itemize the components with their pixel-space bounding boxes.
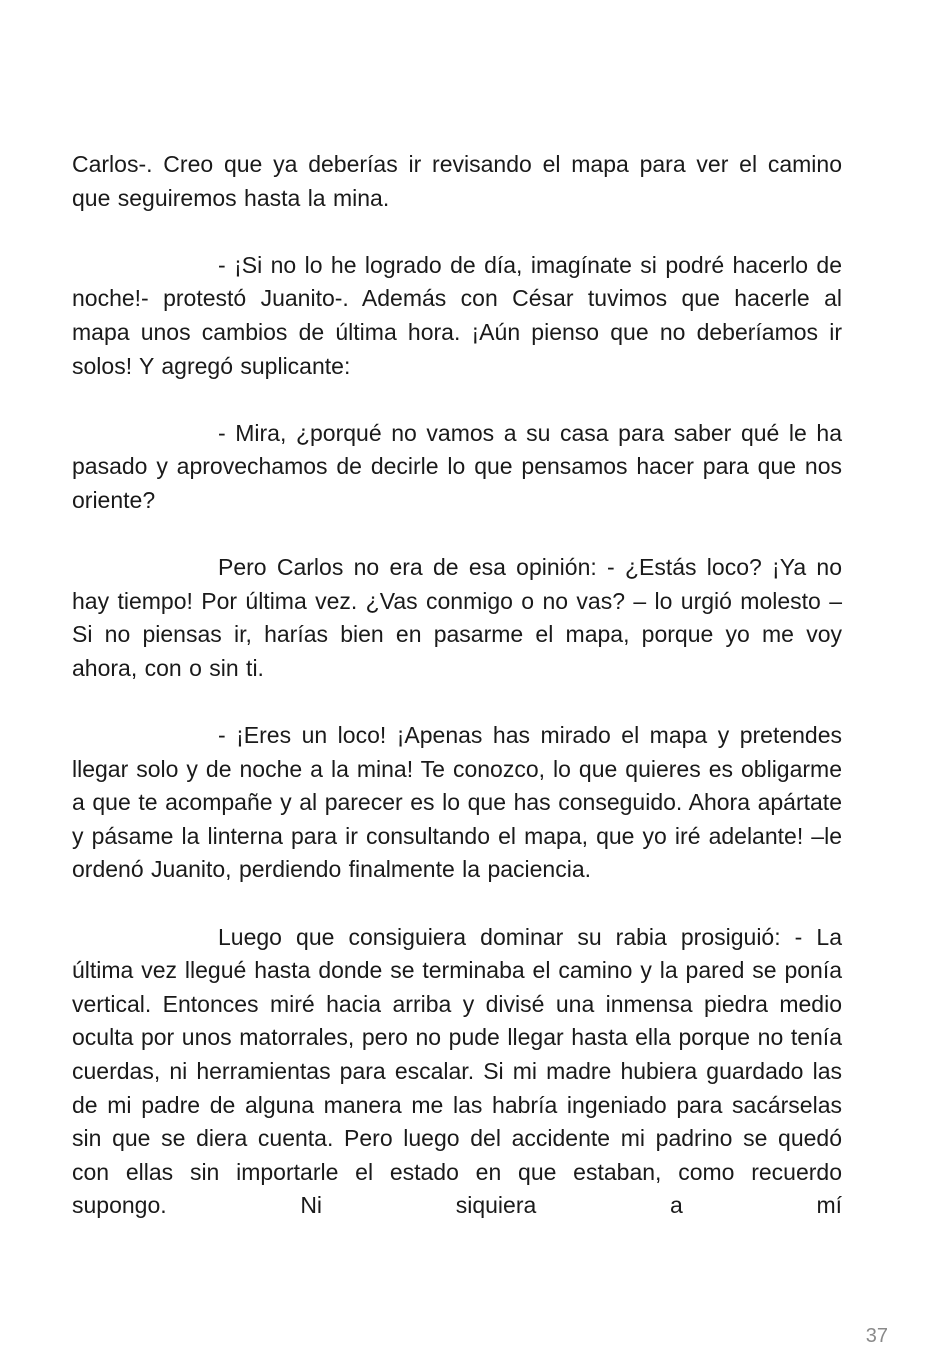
paragraph: - Mira, ¿porqué no vamos a su casa para saber qué le ha pasado y aprovechamos de decirle lo que pensamos hacer para que nos oriente? <box>72 419 842 513</box>
paragraph: Carlos-. Creo que ya deberías ir revisando el mapa para ver el camino que seguiremos hasta la mina. <box>72 151 842 211</box>
paragraph: Pero Carlos no era de esa opinión: - ¿Estás loco? ¡Ya no hay tiempo! Por última vez. ¿Vas conmigo o no vas? – lo urgió molesto – Si no piensas ir, harías bien en pasarme el mapa, porque yo me voy ahora, con o sin ti. <box>72 554 842 681</box>
paragraph: Luego que consiguiera dominar su rabia prosiguió: - La última vez llegué hasta donde se terminaba el camino y la pared se ponía vertical. Entonces miré hacia arriba y divisé una inmensa piedra medio oculta por unos matorrales, pero no pude llegar hasta ella porque no tenía cuerdas, ni herramientas para escalar. Si mi madre hubiera guardado las de mi padre de alguna manera me las habría ingeniado para sacárselas sin que se diera cuenta. Pero luego del accidente mi padrino se quedó con ellas sin importarle el estado en que estaban, como recuerdo supongo. Ni siquiera a mí <box>72 923 842 1219</box>
page-number: 37 <box>865 1325 888 1347</box>
body-text <box>72 148 842 1223</box>
paragraph: - ¡Eres un loco! ¡Apenas has mirado el mapa y pretendes llegar solo y de noche a la mina! Te conozco, lo que quieres es obligarme a que te acompañe y al parecer es lo que has conseguido. Ahora apártate y pásame la linterna para ir consultando el mapa, que yo iré adelante! –le ordenó Juanito, perdiendo finalmente la paciencia. <box>72 722 842 883</box>
paragraph: - ¡Si no lo he logrado de día, imagínate si podré hacerlo de noche!- protestó Juanito-. Además con César tuvimos que hacerle al mapa unos cambios de última hora. ¡Aún pienso que no deberíamos ir solos! Y agregó suplicante: <box>72 251 842 379</box>
